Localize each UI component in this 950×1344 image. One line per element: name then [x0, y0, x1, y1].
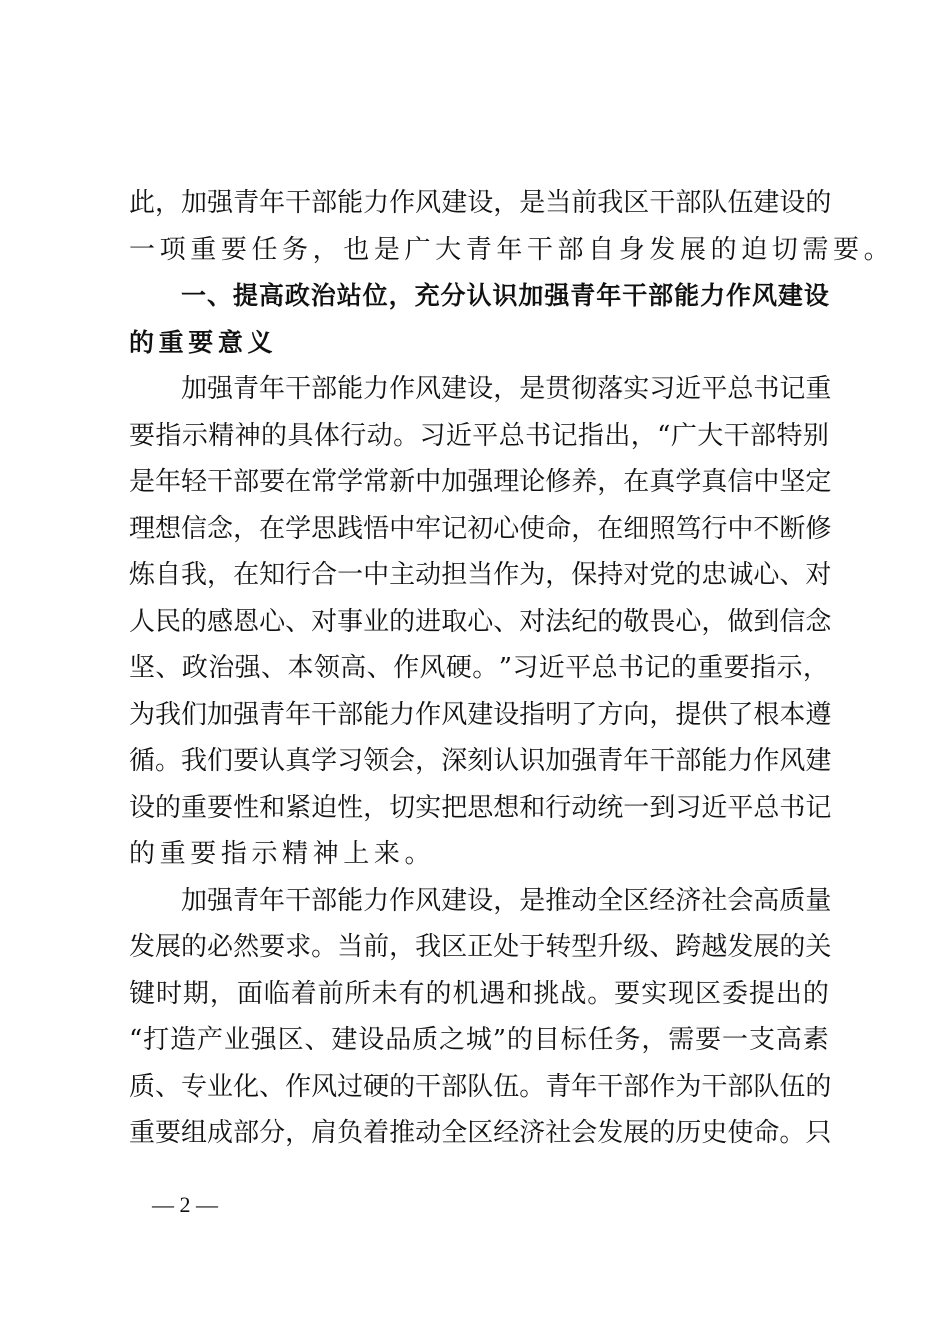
paragraph-line: 的 重 要 指 示 精 神 上 来 。: [129, 839, 431, 869]
paragraph-line: “ 打 造 产 业 强 区 、 建 设 品 质 之 城 ” 的 目 标 任 务 ， 需 要 一 支 高 素: [129, 1025, 829, 1055]
paragraph-line: 发 展 的 必 然 要 求 。 当 前 ， 我 区 正 处 于 转 型 升 级 、 跨 越 发 展 的 关: [129, 932, 832, 962]
paragraph-line: 为 我 们 加 强 青 年 干 部 能 力 作 风 建 设 指 明 了 方 向 ， 提 供 了 根 本 遵: [129, 699, 832, 730]
paragraph-line: 人 民 的 感 恩 心 、 对 事 业 的 进 取 心 、 对 法 纪 的 敬 畏 心 ， 做 到 信 念: [129, 606, 832, 637]
paragraph-line: 设 的 重 要 性 和 紧 迫 性 ， 切 实 把 思 想 和 行 动 统 一 到 习 近 平 总 书 记: [129, 792, 832, 823]
paragraph-line: 坚 、 政 治 强 、 本 领 高 、 作 风 硬 。 ” 习 近 平 总 书 记 的 重 要 指 示 ，: [129, 653, 829, 683]
page-number: — 2 —: [152, 1192, 218, 1217]
document-body: [129, 180, 890, 1157]
paragraph-line: 加 强 青 年 干 部 能 力 作 风 建 设 ， 是 推 动 全 区 经 济 社 会 高 质 量: [181, 885, 832, 916]
paragraph-line: 是 年 轻 干 部 要 在 常 学 常 新 中 加 强 理 论 修 养 ， 在 真 学 真 信 中 坚 定: [129, 467, 832, 497]
section-heading-line: 的 重 要 意 义: [129, 327, 273, 357]
paragraph-line: 理 想 信 念 ， 在 学 思 践 悟 中 牢 记 初 心 使 命 ， 在 细 照 笃 行 中 不 断 修: [129, 513, 832, 544]
paragraph-line: 要 指 示 精 神 的 具 体 行 动 。 习 近 平 总 书 记 指 出 ， “ 广 大 干 部 特 别: [129, 420, 829, 451]
paragraph-line: 一 项 重 要 任 务 ， 也 是 广 大 青 年 干 部 自 身 发 展 的 迫 切 需 要 。: [129, 234, 890, 265]
paragraph-line: 键 时 期 ， 面 临 着 前 所 未 有 的 机 遇 和 挑 战 。 要 实 现 区 委 提 出 的: [129, 978, 829, 1009]
section-heading-line: 一 、 提 高 政 治 站 位 ， 充 分 认 识 加 强 青 年 干 部 能 力 作 风 建 设: [181, 281, 829, 310]
paragraph-line: 炼 自 我 ， 在 知 行 合 一 中 主 动 担 当 作 为 ， 保 持 对 党 的 忠 诚 心 、 对: [129, 560, 832, 590]
paragraph-line: 此 ， 加 强 青 年 干 部 能 力 作 风 建 设 ， 是 当 前 我 区 干 部 队 伍 建 设 的: [129, 188, 832, 218]
paragraph-line: 重 要 组 成 部 分 ， 肩 负 着 推 动 全 区 经 济 社 会 发 展 的 历 史 使 命 。 只: [129, 1118, 832, 1148]
paragraph-line: 质 、 专 业 化 、 作 风 过 硬 的 干 部 队 伍 。 青 年 干 部 作 为 干 部 队 伍 的: [129, 1071, 832, 1102]
paragraph-line: 加 强 青 年 干 部 能 力 作 风 建 设 ， 是 贯 彻 落 实 习 近 平 总 书 记 重: [181, 374, 832, 404]
paragraph-line: 循 。 我 们 要 认 真 学 习 领 会 ， 深 刻 认 识 加 强 青 年 干 部 能 力 作 风 建: [129, 746, 832, 776]
